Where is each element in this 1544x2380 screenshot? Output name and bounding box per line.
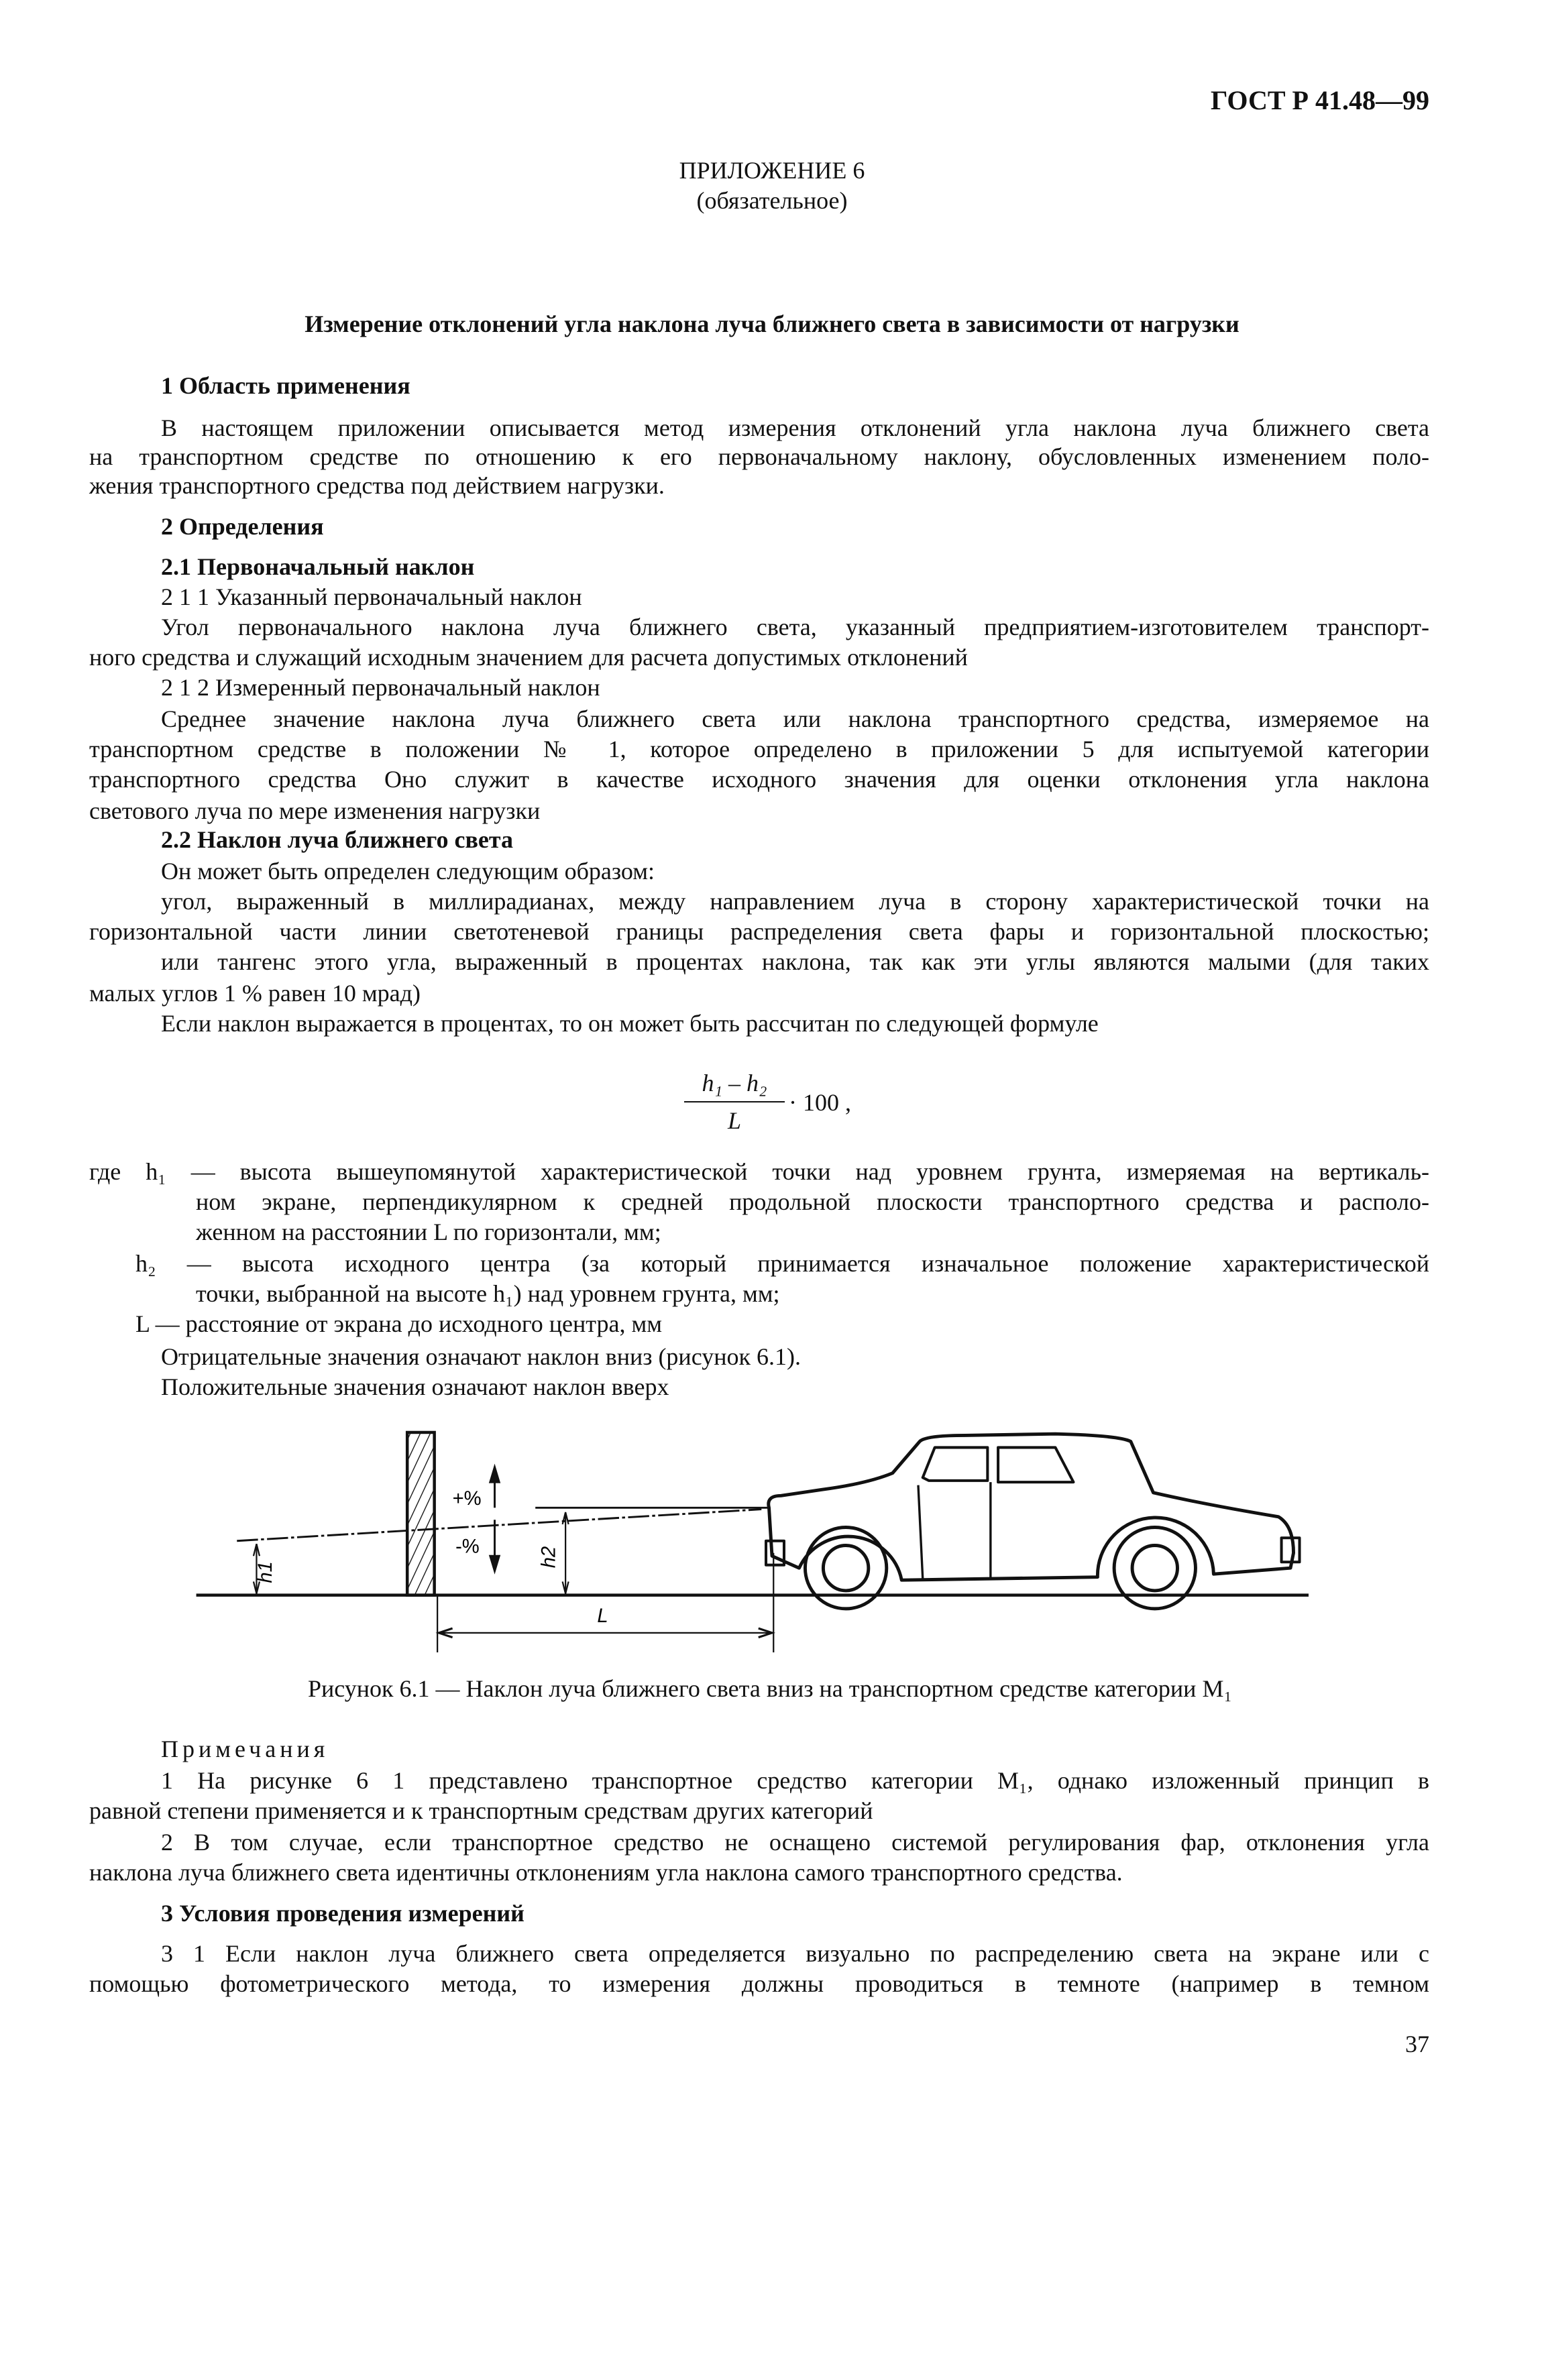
distance-L-dimension (437, 1553, 773, 1652)
text-line: горизонтальной части линии светотеневой границы распределения света фары и горизонтальной плоскостью; (89, 918, 1429, 945)
text-line: или тангенс этого угла, выраженный в процентах наклона, так как эти углы являются малыми (для таких (161, 948, 1429, 975)
page-number: 37 (1405, 2031, 1429, 2057)
text-line: светового луча по мере изменения нагрузки (89, 797, 541, 824)
text-line: наклона луча ближнего света идентичны отклонениям угла наклона самого транспортного средства. (89, 1859, 1123, 1886)
car-icon (766, 1434, 1300, 1609)
h2-label: h2 (538, 1546, 560, 1569)
formula-numerator: h₁ – h₂ (702, 1070, 767, 1096)
plus-minus-arrows (490, 1467, 499, 1571)
text-line: транспортного средства Оно служит в качестве исходного значения для оценки отклонения угла наклона (89, 766, 1429, 793)
formula-denominator: L (727, 1107, 742, 1134)
text-line: ного средства и служащий исходным значением для расчета допустимых отклонений (89, 644, 968, 671)
h1-label: h1 (254, 1561, 276, 1583)
text-line: 2 В том случае, если транспортное средство не оснащено системой регулирования фар, отклонения угла (161, 1829, 1429, 1856)
subsection-heading: 2.2 Наклон луча ближнего света (161, 826, 514, 853)
subsection-heading: 2 1 2 Измеренный первоначальный наклон (161, 674, 600, 701)
L-label: L (597, 1605, 608, 1628)
text-line: на транспортном средстве по отношению к его первоначальному наклону, обусловленных изменением поло- (89, 443, 1429, 470)
formula (684, 1066, 885, 1140)
text-line: ном экране, перпендикулярном к средней продольной плоскости транспортного средства и располо- (196, 1188, 1429, 1215)
beam-lines (237, 1508, 769, 1540)
subsection-heading: 2.1 Первоначальный наклон (161, 553, 475, 580)
subsection-heading: 2 1 1 Указанный первоначальный наклон (161, 583, 582, 610)
text-line: Если наклон выражается в процентах, то он может быть рассчитан по следующей формуле (161, 1010, 1099, 1037)
appendix-title: ПРИЛОЖЕНИЕ 6 (679, 157, 865, 184)
text-line: транспортном средстве в положении № 1, которое определено в приложении 5 для испытуемой категории (89, 736, 1429, 762)
page-title: Измерение отклонений угла наклона луча ближнего света в зависимости от нагрузки (305, 310, 1239, 337)
text-line: В настоящем приложении описывается метод измерения отклонений угла наклона луча ближнего света (161, 414, 1429, 441)
text-line: женном на расстоянии L по горизонтали, мм; (196, 1219, 661, 1245)
text-line: Угол первоначального наклона луча ближнего света, указанный предприятием-изготовителем транспорт- (161, 614, 1429, 640)
text-line: Он может быть определен следующим образом: (161, 858, 655, 885)
document-code: ГОСТ Р 41.48—99 (1210, 85, 1429, 115)
text-line: h₂ — высота исходного центра (за который принимается изначальное положение характеристической (135, 1250, 1429, 1277)
plus-percent-label: +% (452, 1487, 482, 1510)
section-heading: 2 Определения (161, 513, 324, 540)
text-line: малых углов 1 % равен 10 мрад) (89, 980, 421, 1007)
text-line: жения транспортного средства под действием нагрузки. (89, 472, 665, 499)
fraction-bar (684, 1101, 785, 1102)
text-line: равной степени применяется и к транспортным средствам других категорий (89, 1797, 873, 1824)
text-line: Среднее значение наклона луча ближнего света или наклона транспортного средства, измеряемое на (161, 705, 1429, 732)
text-line: 3 1 Если наклон луча ближнего света определяется визуально по распределению света на экране или с (161, 1940, 1429, 1967)
formula-multiplier: · 100 , (789, 1089, 851, 1116)
text-line: 1 На рисунке 6 1 представлено транспортное средство категории M₁, однако изложенный принцип в (161, 1767, 1429, 1794)
minus-percent-label: -% (455, 1536, 480, 1558)
text-line: точки, выбранной на высоте h₁) над уровнем грунта, мм; (196, 1280, 780, 1307)
screen-wall (407, 1432, 434, 1595)
appendix-status: (обязательное) (696, 187, 848, 214)
figure-caption: Рисунок 6.1 — Наклон луча ближнего света вниз на транспортном средстве категории M₁ (307, 1675, 1233, 1702)
figure-6-1 (0, 1408, 1544, 1677)
text-line: помощью фотометрического метода, то измерения должны проводиться в темноте (например в темном (89, 1970, 1429, 1997)
section-heading: 3 Условия проведения измерений (161, 1900, 525, 1927)
h2-arrow (563, 1512, 569, 1593)
section-heading: 1 Область применения (161, 372, 410, 399)
text-line: Положительные значения означают наклон вверх (161, 1373, 669, 1400)
text-line: угол, выраженный в миллирадианах, между направлением луча в сторону характеристической точки на (161, 888, 1429, 915)
text-line: Отрицательные значения означают наклон вниз (рисунок 6.1). (161, 1343, 801, 1370)
notes-heading: Примечания (161, 1736, 329, 1762)
text-line: L — расстояние от экрана до исходного центра, мм (135, 1310, 663, 1337)
text-line: где h₁ — высота вышеупомянутой характеристической точки над уровнем грунта, измеряемая на вертикаль- (89, 1158, 1429, 1185)
